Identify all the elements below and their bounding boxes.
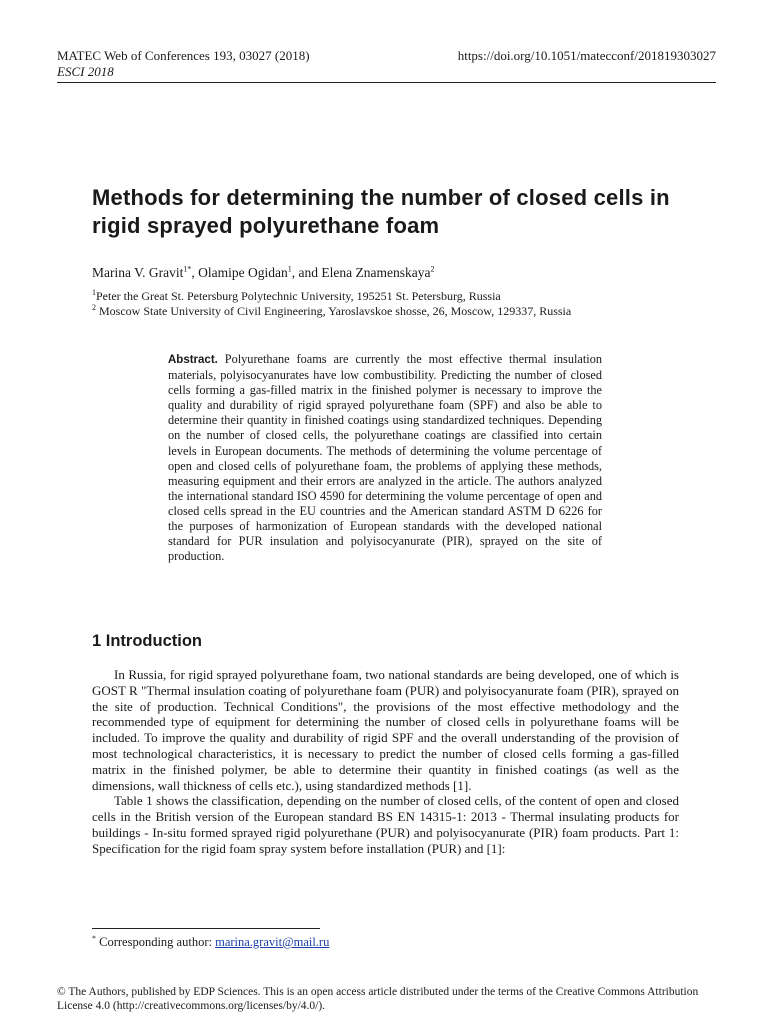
footnote-label: Corresponding author: xyxy=(96,935,216,949)
author-separator: , xyxy=(191,265,199,280)
section-body xyxy=(92,667,679,857)
paper-title: Methods for determining the number of closed cells in rigid sprayed polyurethane foam xyxy=(92,185,670,238)
body-paragraph: In Russia, for rigid sprayed polyurethane foam, two national standards are being developed, one of which is GOST R "Thermal insulation coating of polyurethane foam (PUR) and polyisocyanurate foam (PIR), sprayed on the site of production. Technical Conditions", the provisions of the most effective methodology and the recommended type of equipment for determining the number of closed cells in polyurethane foams will be included. To improve the quality and durability of rigid SPF and the overall understanding of the provision of most technological characteristics, it is necessary to predict the number of closed cells forming a gas-filled matrix in the finished polymer, be able to determine their quantity in finished coatings (as well as the dimensions, wall thickness of cells etc.), using standardized methods [1]. xyxy=(92,667,679,793)
header-divider xyxy=(57,82,716,83)
author-list xyxy=(92,265,434,281)
affiliation-mark: 1 xyxy=(92,288,96,297)
author-name: Marina V. Gravit xyxy=(92,265,184,280)
footnote-divider xyxy=(92,928,320,929)
affiliation-1 xyxy=(92,289,692,304)
body-paragraph: Table 1 shows the classification, depending on the number of closed cells, of the content of open and closed cells in the British version of the European standard BS EN 14315-1: 2013 - Thermal insulating products for buildings - In-situ formed sprayed rigid polyurethane (PUR) and polyisocyanurate (PIR) foam products. Part 1: Specification for the rigid foam spray system before installation (PUR) and [1]: xyxy=(92,793,679,856)
author-affiliation-mark: 1* xyxy=(183,264,192,274)
license-notice: © The Authors, published by EDP Sciences. This is an open access article distributed under the terms of the Creative Commons Attribution License 4.0 (http://creativecommons.org/licenses/by/4.0/). xyxy=(57,986,699,1012)
abstract-label: Abstract. xyxy=(168,354,218,366)
author-affiliation-mark: 2 xyxy=(430,264,435,274)
running-header xyxy=(57,48,310,80)
author-name: Olamipe Ogidan xyxy=(198,265,288,280)
affiliation-2 xyxy=(92,304,692,319)
author-affiliation-mark: 1 xyxy=(287,264,292,274)
author-separator: , and xyxy=(291,265,322,280)
author-email-link[interactable]: marina.gravit@mail.ru xyxy=(215,935,330,949)
footnote-marker: * xyxy=(92,933,96,943)
footnote xyxy=(92,935,329,950)
conference-citation: MATEC Web of Conferences 193, 03027 (2018) xyxy=(57,48,310,63)
section-heading: 1 Introduction xyxy=(92,632,202,650)
author-name: Elena Znamenskaya xyxy=(321,265,431,280)
abstract xyxy=(168,352,602,564)
affiliation-text: Moscow State University of Civil Engineering, Yaroslavskoe shosse, 26, Moscow, 129337, Russia xyxy=(96,304,572,318)
abstract-text: Polyurethane foams are currently the most effective thermal insulation materials, polyisocyanurates have low combustibility. Predicting the number of closed cells forming a gas-filled matrix in the finished polymer is necessary to improve the quality and durability of rigid sprayed polyurethane foam (SPF) and also be able to determine their quantity in finished coatings using standardized techniques. Depending on the number of closed cells, the polyurethane coatings are classified into certain levels in European documents. The methods of determining the volume percentage of open and closed cells of polyurethane foam, the problems of applying these methods, measuring equipment and their errors are analyzed in the article. The authors analyzed the international standard ISO 4590 for determining the volume percentage of open and closed cells spread in the EU countries and the American standard ASTM D 6226 for the purposes of harmonization of European standards with the developed national standard for PUR insulation and polyisocyanurate (PIR), sprayed on the site of production. xyxy=(168,352,602,564)
doi-link[interactable]: https://doi.org/10.1051/matecconf/201819303027 xyxy=(457,48,716,63)
conference-venue: ESCI 2018 xyxy=(57,64,114,79)
affiliation-text: Peter the Great St. Petersburg Polytechnic University, 195251 St. Petersburg, Russia xyxy=(96,289,501,303)
affiliation-mark: 2 xyxy=(92,303,96,312)
